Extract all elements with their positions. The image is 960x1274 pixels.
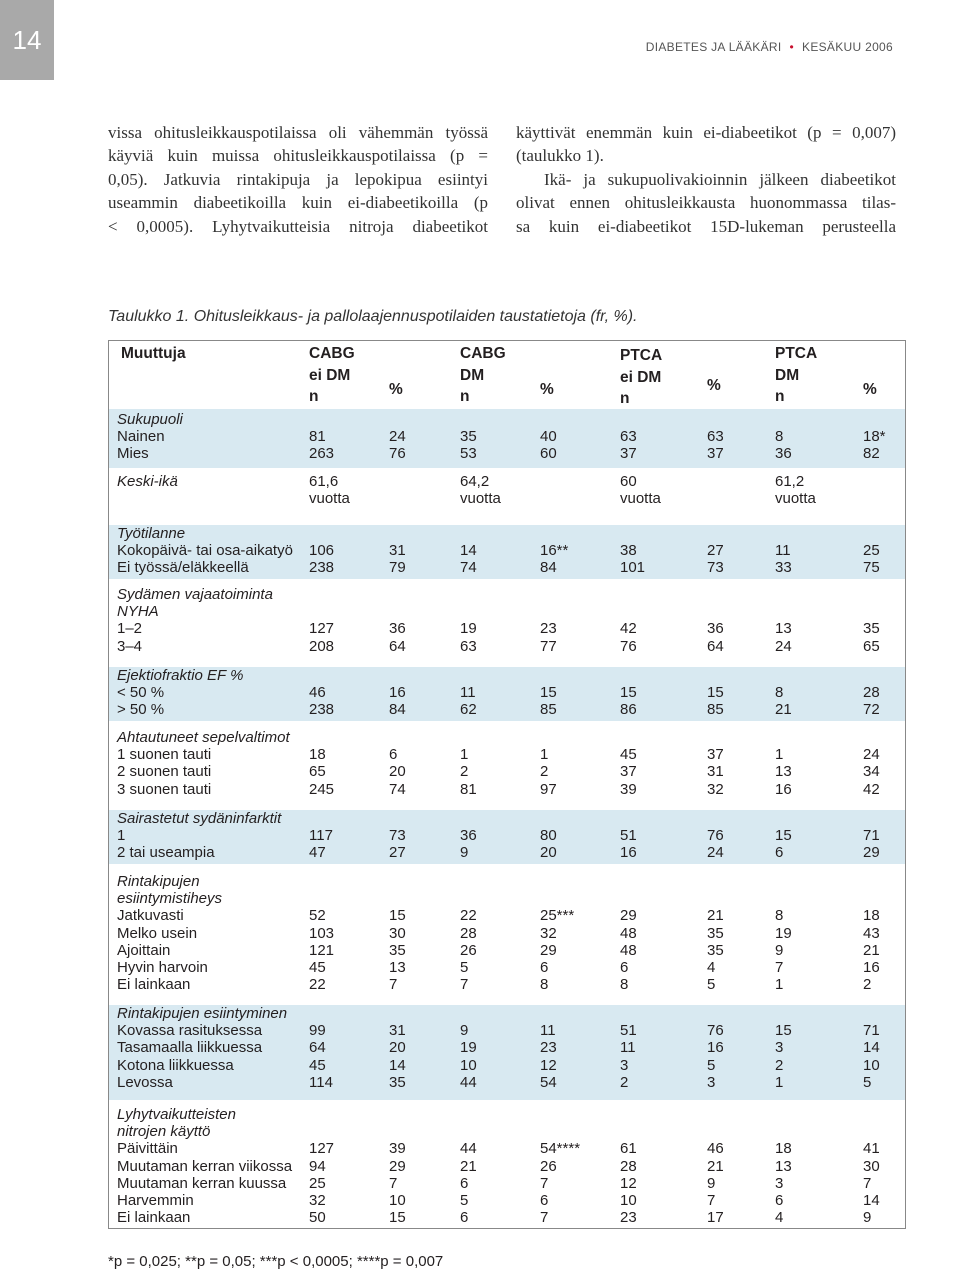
table-cell: 99 64 45 114 xyxy=(309,1022,333,1091)
table-cell: 71 14 10 5 xyxy=(863,1022,880,1091)
table-cell: 15 85 xyxy=(540,684,557,719)
row-label: Ahtautuneet sepelvaltimot 1 suonen tauti 2 suonen tauti 3 suonen tauti xyxy=(117,729,290,798)
table-cell: 64,2 vuotta xyxy=(460,473,501,508)
body-text-line: vissa ohitusleikkauspotilaissa oli vähemmän työssä xyxy=(108,123,488,142)
table-cell: 29 48 48 6 8 xyxy=(620,907,637,994)
table-cell: 11 62 xyxy=(460,684,477,719)
table-cell: 18 65 245 xyxy=(309,746,335,798)
header-ptca_eidm: PTCA ei DM n xyxy=(620,347,663,407)
table-cell: 15 86 xyxy=(620,684,637,719)
separator-dot-icon: • xyxy=(789,40,795,54)
header-pct2: % xyxy=(540,381,554,398)
header-muuttuja: Muuttuja xyxy=(121,345,186,362)
table-cell: 16** 84 xyxy=(540,542,569,577)
body-text-line: olivat ennen ohitusleikkausta huonommassa tilas- xyxy=(516,193,896,213)
table-cell: 15 30 35 13 7 xyxy=(389,907,406,994)
table-cell: 11 33 xyxy=(775,542,792,577)
data-table xyxy=(108,340,906,1229)
table-cell: 11 23 12 54 xyxy=(540,1022,557,1091)
body-text-line: < 0,0005). Lyhytvaikutteisia nitroja diabeetikot xyxy=(108,216,488,236)
row-label: Sukupuoli Nainen Mies xyxy=(117,411,183,463)
page-number: 14 xyxy=(0,0,54,80)
header-cabg_dm: CABG DM n xyxy=(460,345,506,405)
body-text-line: sa kuin ei-diabeetikot 15D-lukeman perusteella xyxy=(516,216,896,236)
table-cell: 1 2 81 xyxy=(460,746,477,798)
table-cell: 13 24 xyxy=(775,620,792,655)
table-cell: 21 35 35 4 5 xyxy=(707,907,724,994)
table-cell: 51 16 xyxy=(620,827,637,862)
table-cell: 15 6 xyxy=(775,827,792,862)
running-head xyxy=(646,40,893,54)
table-cell: 6 20 74 xyxy=(389,746,406,798)
table-cell: 63 37 xyxy=(620,428,637,463)
table-cell: 46 21 9 7 17 xyxy=(707,1140,724,1227)
table-cell: 51 11 3 2 xyxy=(620,1022,637,1091)
table-cell: 18* 82 xyxy=(863,428,886,463)
table-cell: 44 21 6 5 6 xyxy=(460,1140,477,1227)
table-cell: 71 29 xyxy=(863,827,880,862)
table-cell: 117 47 xyxy=(309,827,333,862)
table-cell: 60 vuotta xyxy=(620,473,661,508)
header-pct3: % xyxy=(707,377,721,394)
table-cell: 9 19 10 44 xyxy=(460,1022,477,1091)
table-cell: 18 43 21 16 2 xyxy=(863,907,880,994)
table-cell: 36 64 xyxy=(389,620,406,655)
header-pct4: % xyxy=(863,381,877,398)
table-cell: 31 20 14 35 xyxy=(389,1022,406,1091)
table-cell: 14 74 xyxy=(460,542,477,577)
row-label: Rintakipujen esiintyminen Kovassa rasituksessa Tasamaalla liikkuessa Kotona liikkuessa Levossa xyxy=(117,1005,288,1091)
row-label: Työtilanne Kokopäivä- tai osa-aikatyö Ei työssä/eläkkeellä xyxy=(117,525,293,577)
table-cell: 76 24 xyxy=(707,827,724,862)
table-cell: 41 30 7 14 9 xyxy=(863,1140,880,1227)
issue-date: KESÄKUU 2006 xyxy=(802,40,893,54)
table-cell: 24 76 xyxy=(389,428,406,463)
table-cell: 36 9 xyxy=(460,827,477,862)
table-cell: 8 36 xyxy=(775,428,792,463)
row-label: Rintakipujen esiintymistiheys Jatkuvasti Melko usein Ajoittain Hyvin harvoin Ei lainkaan xyxy=(117,873,223,994)
table-cell: 16 84 xyxy=(389,684,406,719)
table-cell: 37 31 32 xyxy=(707,746,724,798)
table-footnote: *p = 0,025; **p = 0,05; ***p < 0,0005; ****p = 0,007 xyxy=(108,1253,444,1270)
table-cell: 42 76 xyxy=(620,620,637,655)
header-cabg_eidm: CABG ei DM n xyxy=(309,345,355,405)
table-cell: 24 34 42 xyxy=(863,746,880,798)
table-cell: 25 75 xyxy=(863,542,880,577)
table-caption: Taulukko 1. Ohitusleikkaus- ja pallolaajennuspotilaiden taustatietoja (fr, %). xyxy=(108,308,638,325)
row-label: Keski-ikä xyxy=(117,473,178,490)
table-cell: 73 27 xyxy=(389,827,406,862)
row-label: Ejektiofraktio EF % < 50 % > 50 % xyxy=(117,667,244,719)
table-cell: 8 19 9 7 1 xyxy=(775,907,792,994)
table-cell: 15 3 2 1 xyxy=(775,1022,792,1091)
table-cell: 35 53 xyxy=(460,428,477,463)
body-text-line: käyviä kuin muissa ohitusleikkauspotilaissa (p = xyxy=(108,146,488,166)
row-label: Lyhytvaikutteisten nitrojen käyttö Päivittäin Muutaman kerran viikossa Muutaman kerran kuussa Harvemmin Ei lainkaan xyxy=(117,1106,293,1227)
journal-title: DIABETES JA LÄÄKÄRI xyxy=(645,40,782,54)
table-cell: 80 20 xyxy=(540,827,557,862)
body-text-line: (taulukko 1). xyxy=(516,146,604,166)
table-cell: 23 77 xyxy=(540,620,557,655)
row-label: Sairastetut sydäninfarktit 1 2 tai useampia xyxy=(117,810,282,862)
table-cell: 38 101 xyxy=(620,542,646,577)
table-cell: 106 238 xyxy=(309,542,335,577)
table-cell: 8 21 xyxy=(775,684,792,719)
table-cell: 35 65 xyxy=(863,620,880,655)
table-cell: 127 208 xyxy=(309,620,335,655)
table-cell: 61,6 vuotta xyxy=(309,473,350,508)
table-cell: 39 29 7 10 15 xyxy=(389,1140,406,1227)
table-cell: 52 103 121 45 22 xyxy=(309,907,335,994)
table-cell: 31 79 xyxy=(389,542,406,577)
table-cell: 28 72 xyxy=(863,684,880,719)
row-label: Sydämen vajaatoiminta NYHA 1–2 3–4 xyxy=(117,586,273,655)
table-cell: 27 73 xyxy=(707,542,724,577)
table-cell: 19 63 xyxy=(460,620,477,655)
table-cell: 22 28 26 5 7 xyxy=(460,907,477,994)
table-cell: 81 263 xyxy=(309,428,335,463)
header-ptca_dm: PTCA DM n xyxy=(775,345,818,405)
table-cell: 15 85 xyxy=(707,684,724,719)
body-text-line: käyttivät enemmän kuin ei-diabeetikot (p = 0,007) xyxy=(516,123,896,142)
table-cell: 18 13 3 6 4 xyxy=(775,1140,792,1227)
table-cell: 36 64 xyxy=(707,620,724,655)
table-cell: 63 37 xyxy=(707,428,724,463)
table-cell: 1 2 97 xyxy=(540,746,557,798)
body-text-line: 0,05). Jatkuvia rintakipuja ja lepokipua esiintyi xyxy=(108,169,488,189)
body-text-line: Ikä- ja sukupuolivakioinnin jälkeen diabeetikot xyxy=(544,169,896,189)
table-cell: 25*** 32 29 6 8 xyxy=(540,907,575,994)
table-cell: 46 238 xyxy=(309,684,335,719)
header-pct1: % xyxy=(389,381,403,398)
body-text-line: useammin diabeetikoilla kuin ei-diabeetikoilla (p xyxy=(108,193,488,213)
body-text-right xyxy=(516,121,896,238)
table-cell: 40 60 xyxy=(540,428,557,463)
table-cell: 76 16 5 3 xyxy=(707,1022,724,1091)
table-cell: 45 37 39 xyxy=(620,746,637,798)
table-cell: 54**** 26 7 6 7 xyxy=(540,1140,581,1227)
table-cell: 61,2 vuotta xyxy=(775,473,816,508)
table-cell: 61 28 12 10 23 xyxy=(620,1140,637,1227)
table-cell: 127 94 25 32 50 xyxy=(309,1140,335,1227)
table-cell: 1 13 16 xyxy=(775,746,792,798)
body-text-left xyxy=(108,121,488,238)
